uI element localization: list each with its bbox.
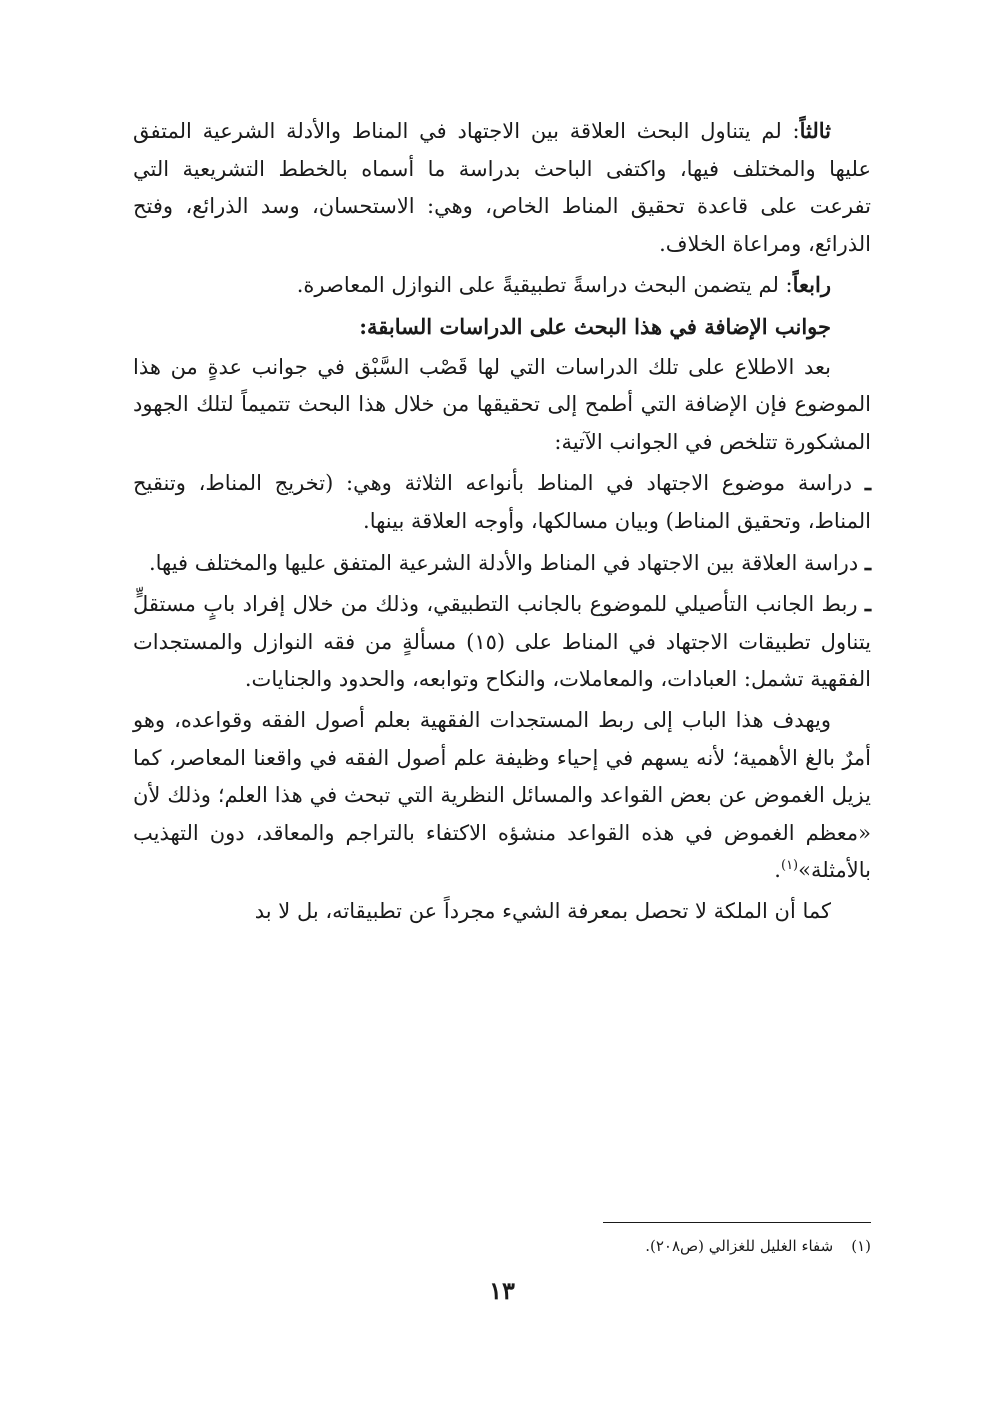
paragraph-text: : لم يتضمن البحث دراسةً تطبيقيةً على النوازل المعاصرة. (296, 273, 793, 298)
paragraph-closing: كما أن الملكة لا تحصل بمعرفة الشيء مجرداً عن تطبيقاته، بل لا بد (254, 898, 831, 923)
bullet-marker: ـ (864, 591, 871, 617)
paragraph-text: ويهدف هذا الباب إلى ربط المستجدات الفقهية بعلم أصول الفقه وقواعده، وهو أمرٌ بالغ الأهمية؛ لأنه يسهم في إحياء وظيفة علم أصول الفقه في واقعنا المعاصر، كما يزيل الغموض عن بعض القواعد والمسائل النظرية التي تبحث في هذا العلم؛ وذلك لأن «معظم الغموض في هذه القواعد منشؤه الاكتفاء بالتراجم والمعاقد، دون التهذيب بالأمثلة» (133, 707, 871, 883)
paragraph-third (133, 112, 871, 263)
paragraph-purpose (133, 702, 871, 890)
paragraph-fourth (133, 266, 871, 305)
bullet-item (133, 544, 871, 583)
page-body (133, 112, 871, 933)
footnote-reference[interactable]: (١) (780, 858, 799, 874)
bullet-marker: ـ (864, 549, 871, 575)
footnote (133, 1234, 871, 1258)
footnote-divider (603, 1222, 871, 1223)
page-number: ١٣ (489, 1276, 515, 1305)
bullet-item (133, 585, 871, 699)
bullet-text: دراسة العلاقة بين الاجتهاد في المناط والأدلة الشرعية المتفق عليها والمختلف فيها. (148, 550, 865, 575)
bullet-marker: ـ (864, 470, 871, 496)
section-heading: جوانب الإضافة في هذا البحث على الدراسات السابقة: (359, 313, 831, 339)
bullet-item (133, 464, 871, 540)
bullet-text: ربط الجانب التأصيلي للموضوع بالجانب التطبيقي، وذلك من خلال إفراد بابٍ مستقلٍّ يتناول تطبيقات الاجتهاد في المناط على (١٥) مسألةٍ من فقه النوازل والمستجدات الفقهية تشمل: العبادات، والمعاملات، والنكاح وتوابعه، والحدود والجنايات. (133, 592, 872, 692)
paragraph-text: : لم يتناول البحث العلاقة بين الاجتهاد في المناط والأدلة الشرعية المتفق عليها والمختلف فيها، واكتفى الباحث بدراسة ما أسماه بالخطط التشريعية التي تفرعت على قاعدة تحقيق المناط الخاص، وهي: الاستحسان، وسد الذرائع، وفتح الذرائع، ومراعاة الخلاف. (133, 119, 871, 256)
footnote-text: شفاء الغليل للغزالي (ص٢٠٨). (645, 1237, 834, 1255)
paragraph-lead-third: ثالثاً (799, 118, 831, 143)
paragraph-end: . (774, 858, 781, 883)
paragraph-lead-fourth: رابعاً (792, 272, 831, 298)
footnote-number: (١) (851, 1237, 871, 1255)
paragraph-intro: بعد الاطلاع على تلك الدراسات التي لها قَصْب السَّبْق في جوانب عدةٍ من هذا الموضوع فإن الإضافة التي أطمح إلى تحقيقها من خلال هذا البحث تتميماً لتلك الجهود المشكورة تتلخص في الجوانب الآتية: (133, 354, 871, 454)
bullet-text: دراسة موضوع الاجتهاد في المناط بأنواعه الثلاثة وهي: (تخريج المناط، وتنقيح المناط، وتحقيق المناط) وبيان مسالكها، وأوجه العلاقة بينها. (133, 471, 871, 533)
